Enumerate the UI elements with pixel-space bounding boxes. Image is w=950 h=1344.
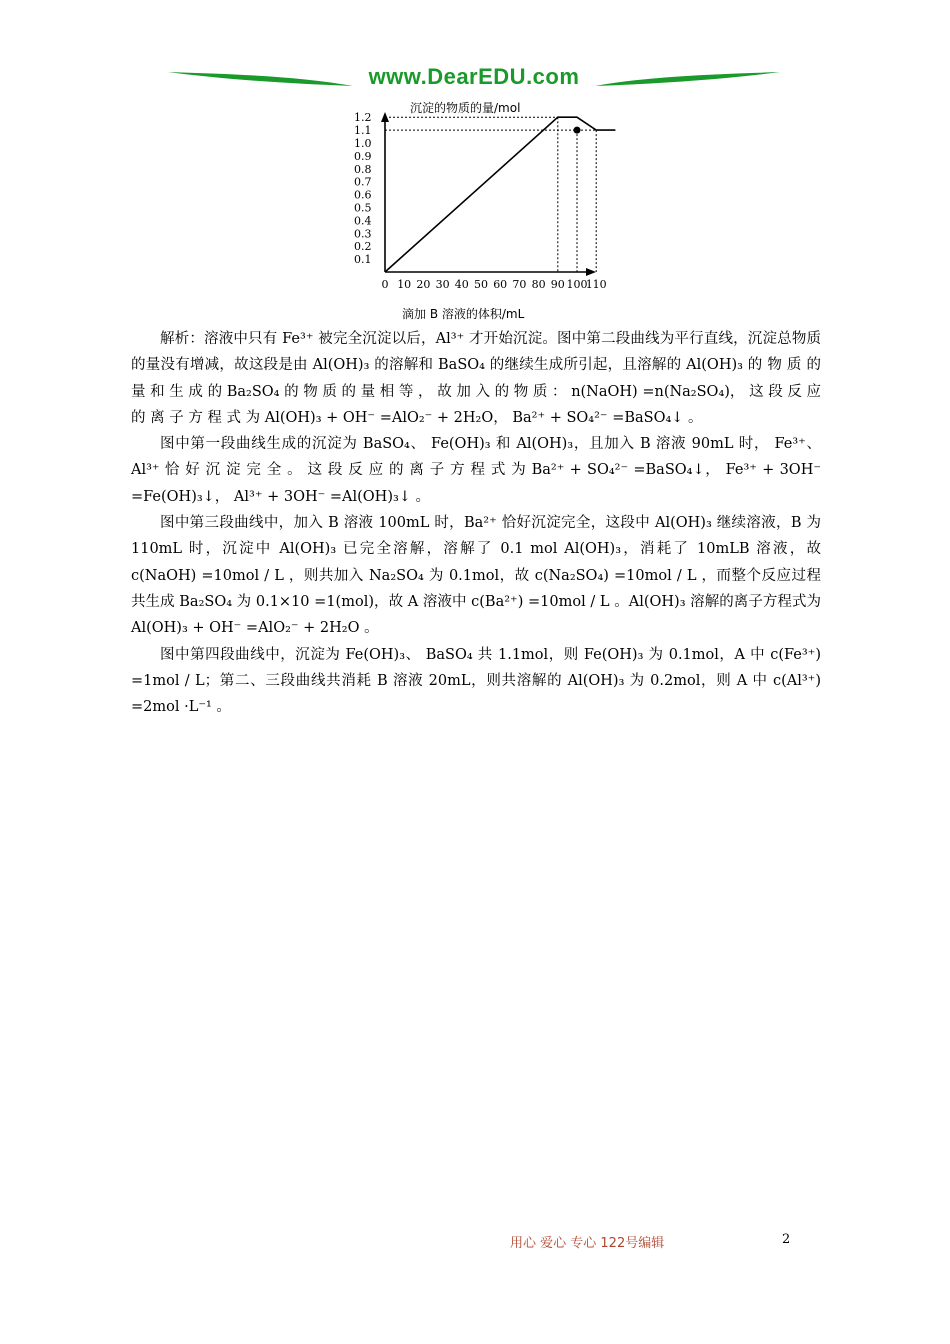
y-tick-label: 0.4 — [354, 214, 372, 228]
y-tick-label: 0.6 — [354, 188, 372, 202]
x-tick-label: 20 — [416, 278, 431, 291]
data-point-marker — [574, 127, 581, 134]
x-tick-label: 100 — [566, 278, 588, 291]
y-tick-label: 0.8 — [354, 162, 372, 176]
y-tick-label: 0.7 — [354, 175, 372, 189]
x-tick-label: 110 — [585, 278, 607, 291]
y-tick-label: 0.1 — [354, 253, 372, 267]
x-tick-label: 60 — [493, 278, 508, 291]
page-number: 2 — [782, 1232, 791, 1247]
footer-text: 用心 爱心 专心 122号编辑 — [510, 1236, 665, 1251]
y-tick-label: 1.2 — [354, 111, 372, 125]
x-tick-label: 0 — [381, 278, 389, 291]
precipitate-chart — [340, 98, 607, 326]
y-tick-label: 0.5 — [354, 201, 372, 215]
site-url: www.DearEDU.com — [368, 64, 580, 89]
y-tick-label: 0.2 — [354, 240, 372, 254]
x-tick-label: 50 — [474, 278, 488, 291]
y-tick-label: 0.3 — [354, 227, 372, 241]
y-tick-label: 1.0 — [354, 137, 372, 150]
paragraph-3: 图中第三段曲线中，加入 B 溶液 100mL 时，Ba²⁺ 恰好沉淀完全，这段中 Al(OH)₃ 继续溶液，B 为 110mL 时，沉淀中 Al(OH)₃ 已完全溶解，溶解了 0.1 mol Al(OH)₃，消耗了 10mLB 溶液，故 c(NaOH) =10mol / L ，则共加入 Na₂SO₄ 为 0.1mol，故 c(Na₂SO₄) =10mol / L ，而整个反应过程共生成 Ba₂SO₄ 为 0.1×10 =1(mol)，故 A 溶液中 c(Ba²⁺) =10mol / L 。Al(OH)₃ 溶解的离子方程式为 Al(OH)₃ + OH⁻ =AlO₂⁻ + 2H₂O 。 — [131, 515, 821, 637]
x-tick-label: 90 — [550, 278, 565, 291]
x-tick-label: 40 — [454, 278, 469, 291]
series-line — [385, 117, 615, 272]
x-axis-label: 滴加 B 溶液的体积/mL — [402, 307, 525, 321]
site-header — [168, 62, 780, 96]
y-tick-label: 0.9 — [354, 149, 372, 163]
x-tick-label: 10 — [397, 278, 412, 291]
x-tick-label: 80 — [531, 278, 546, 291]
solution-text — [131, 326, 821, 720]
paragraph-4: 图中第四段曲线中，沉淀为 Fe(OH)₃、 BaSO₄ 共 1.1mol，则 Fe(OH)₃ 为 0.1mol，A 中 c(Fe³⁺) =1mol / L；第二、三段曲线共消耗 B 溶液 20mL，则共溶解的 Al(OH)₃ 为 0.2mol，则 A 中 c(Al³⁺) =2mol ·L⁻¹ 。 — [131, 646, 821, 716]
y-axis-label: 沉淀的物质的量/mol — [410, 101, 521, 115]
x-axis-arrow-icon — [586, 268, 596, 276]
x-tick-label: 30 — [435, 278, 450, 291]
x-tick-label: 70 — [512, 278, 527, 291]
chart-svg — [340, 98, 607, 326]
y-tick-label: 1.1 — [354, 124, 372, 138]
paragraph-2: 图中第一段曲线生成的沉淀为 BaSO₄、 Fe(OH)₃ 和 Al(OH)₃，且加入 B 溶液 90mL 时， Fe³⁺、 Al³⁺ 恰 好 沉 淀 完 全 。 这 段 反 应 的 离 子 方 程 式 为 Ba²⁺ + SO₄²⁻ =BaSO₄↓， Fe³⁺ + 3OH⁻ =Fe(OH)₃↓， Al³⁺ + 3OH⁻ =Al(OH)₃↓ 。 — [131, 436, 821, 505]
paragraph-1: 解析：溶液中只有 Fe³⁺ 被完全沉淀以后，Al³⁺ 才开始沉淀。图中第二段曲线为平行直线，沉淀总物质的量没有增减，故这段是由 Al(OH)₃ 的溶解和 BaSO₄ 的继续生成所引起，且溶解的 Al(OH)₃ 的 物 质 的 量 和 生 成 的 Ba₂SO₄ 的 物 质 的 量 相 等 ， 故 加 入 的 物 质 ： n(NaOH) =n(Na₂SO₄)， 这 段 反 应 的 离 子 方 程 式 为 Al(OH)₃ + OH⁻ =AlO₂⁻ + 2H₂O， Ba²⁺ + SO₄²⁻ =BaSO₄↓ 。 — [131, 331, 821, 426]
